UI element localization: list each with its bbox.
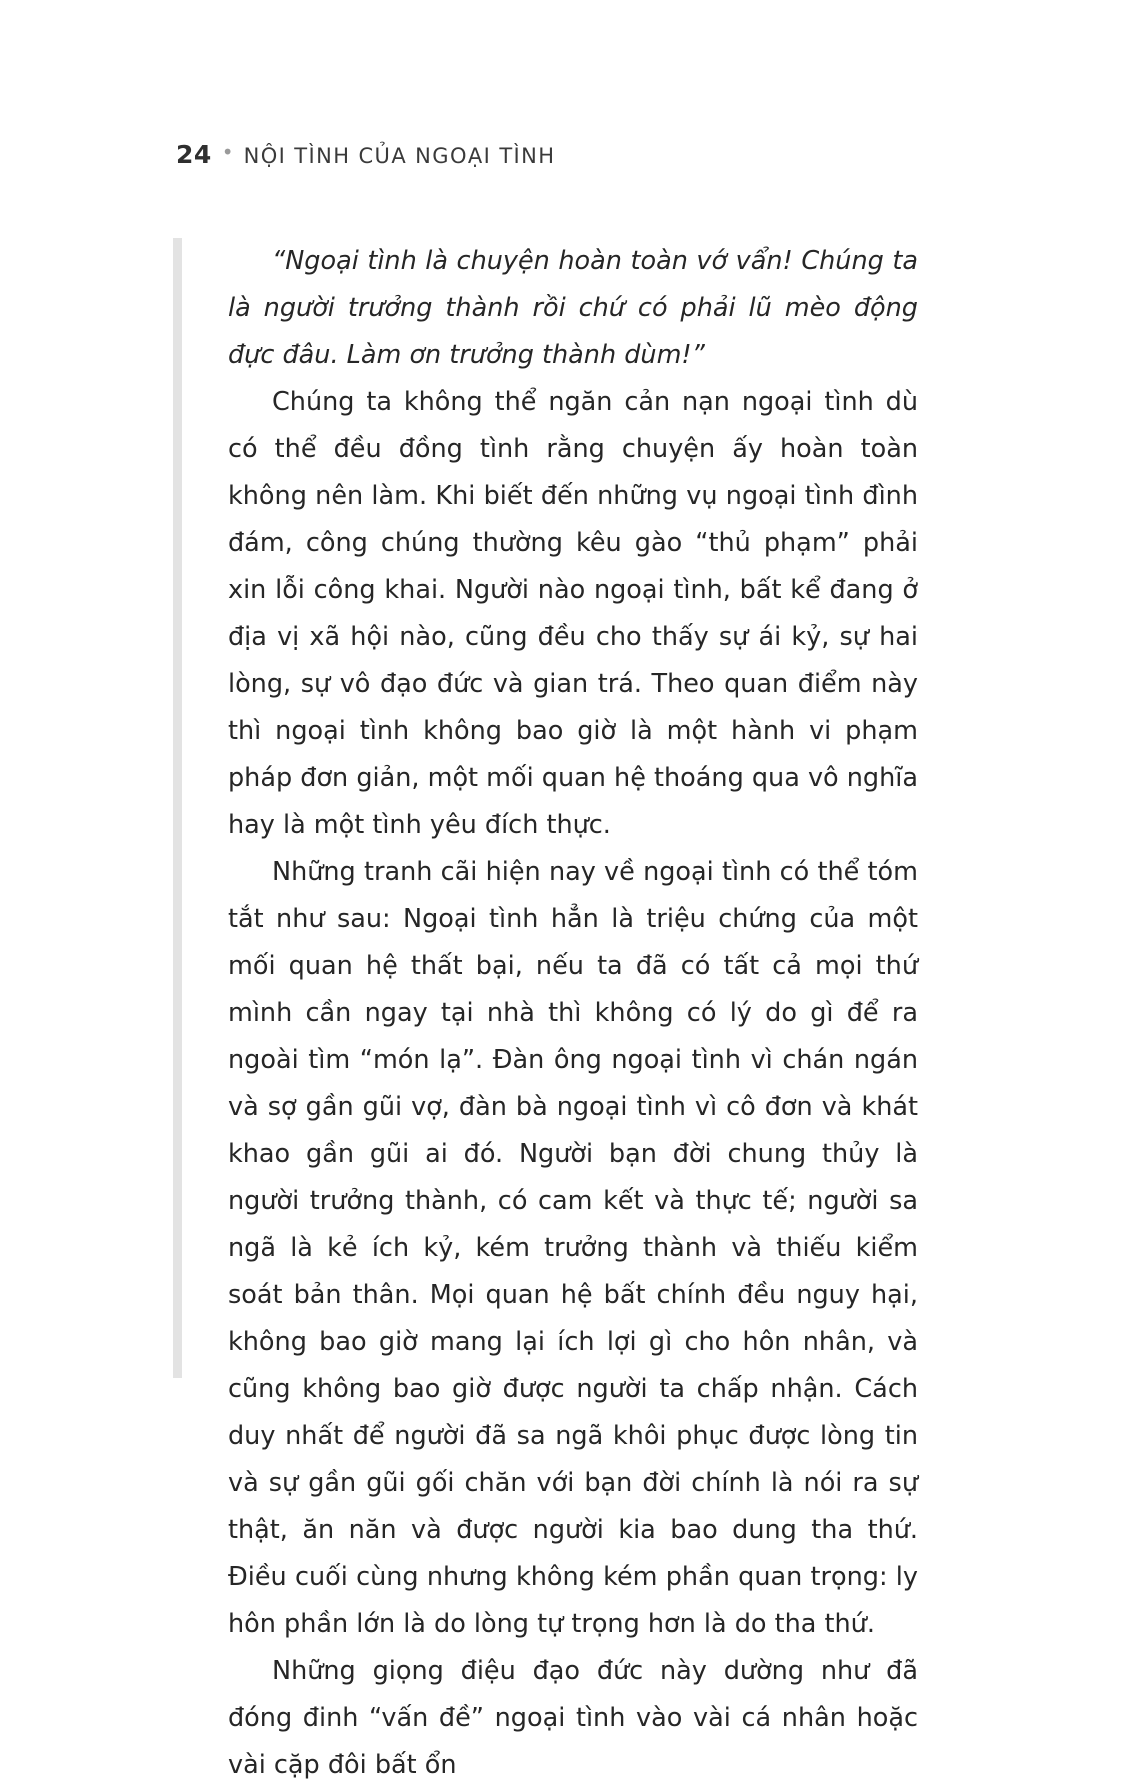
page-number: 24 [176, 140, 212, 169]
page-header [176, 140, 555, 169]
body-paragraph: Những giọng điệu đạo đức này dường như đã đóng đinh “vấn đề” ngoại tình vào vài cá nhân hoặc vài cặp đôi bất ổn [228, 1656, 918, 1780]
side-rule-decoration [173, 238, 182, 1378]
header-separator-dot: • [221, 140, 234, 164]
body-paragraph: Chúng ta không thể ngăn cản nạn ngoại tình dù có thể đều đồng tình rằng chuyện ấy hoàn toàn không nên làm. Khi biết đến những vụ ngoại tình đình đám, công chúng thường kêu gào “thủ phạm” phải xin lỗi công khai. Người nào ngoại tình, bất kể đang ở địa vị xã hội nào, cũng đều cho thấy sự ái kỷ, sự hai lòng, sự vô đạo đức và gian trá. Theo quan điểm này thì ngoại tình không bao giờ là một hành vi phạm pháp đơn giản, một mối quan hệ thoáng qua vô nghĩa hay là một tình yêu đích thực. [228, 387, 918, 840]
body-text-column [228, 238, 918, 1789]
body-paragraph: Những tranh cãi hiện nay về ngoại tình có thể tóm tắt như sau: Ngoại tình hẳn là triệu chứng của một mối quan hệ thất bại, nếu ta đã có tất cả mọi thứ mình cần ngay tại nhà thì không có lý do gì để ra ngoài tìm “món lạ”. Đàn ông ngoại tình vì chán ngán và sợ gần gũi vợ, đàn bà ngoại tình vì cô đơn và khát khao gần gũi ai đó. Người bạn đời chung thủy là người trưởng thành, có cam kết và thực tế; người sa ngã là kẻ ích kỷ, kém trưởng thành và thiếu kiểm soát bản thân. Mọi quan hệ bất chính đều nguy hại, không bao giờ mang lại ích lợi gì cho hôn nhân, và cũng không bao giờ được người ta chấp nhận. Cách duy nhất để người đã sa ngã khôi phục được lòng tin và sự gần gũi gối chăn với bạn đời chính là nói ra sự thật, ăn năn và được người kia bao dung tha thứ. Điều cuối cùng nhưng không kém phần quan trọng: ly hôn phần lớn là do lòng tự trọng hơn là do tha thứ. [228, 857, 918, 1639]
pull-quote-paragraph: “Ngoại tình là chuyện hoàn toàn vớ vẩn! Chúng ta là người trưởng thành rồi chứ có phải lũ mèo động đực đâu. Làm ơn trưởng thành dùm!” [228, 246, 918, 370]
running-title: NỘI TÌNH CỦA NGOẠI TÌNH [243, 144, 556, 168]
